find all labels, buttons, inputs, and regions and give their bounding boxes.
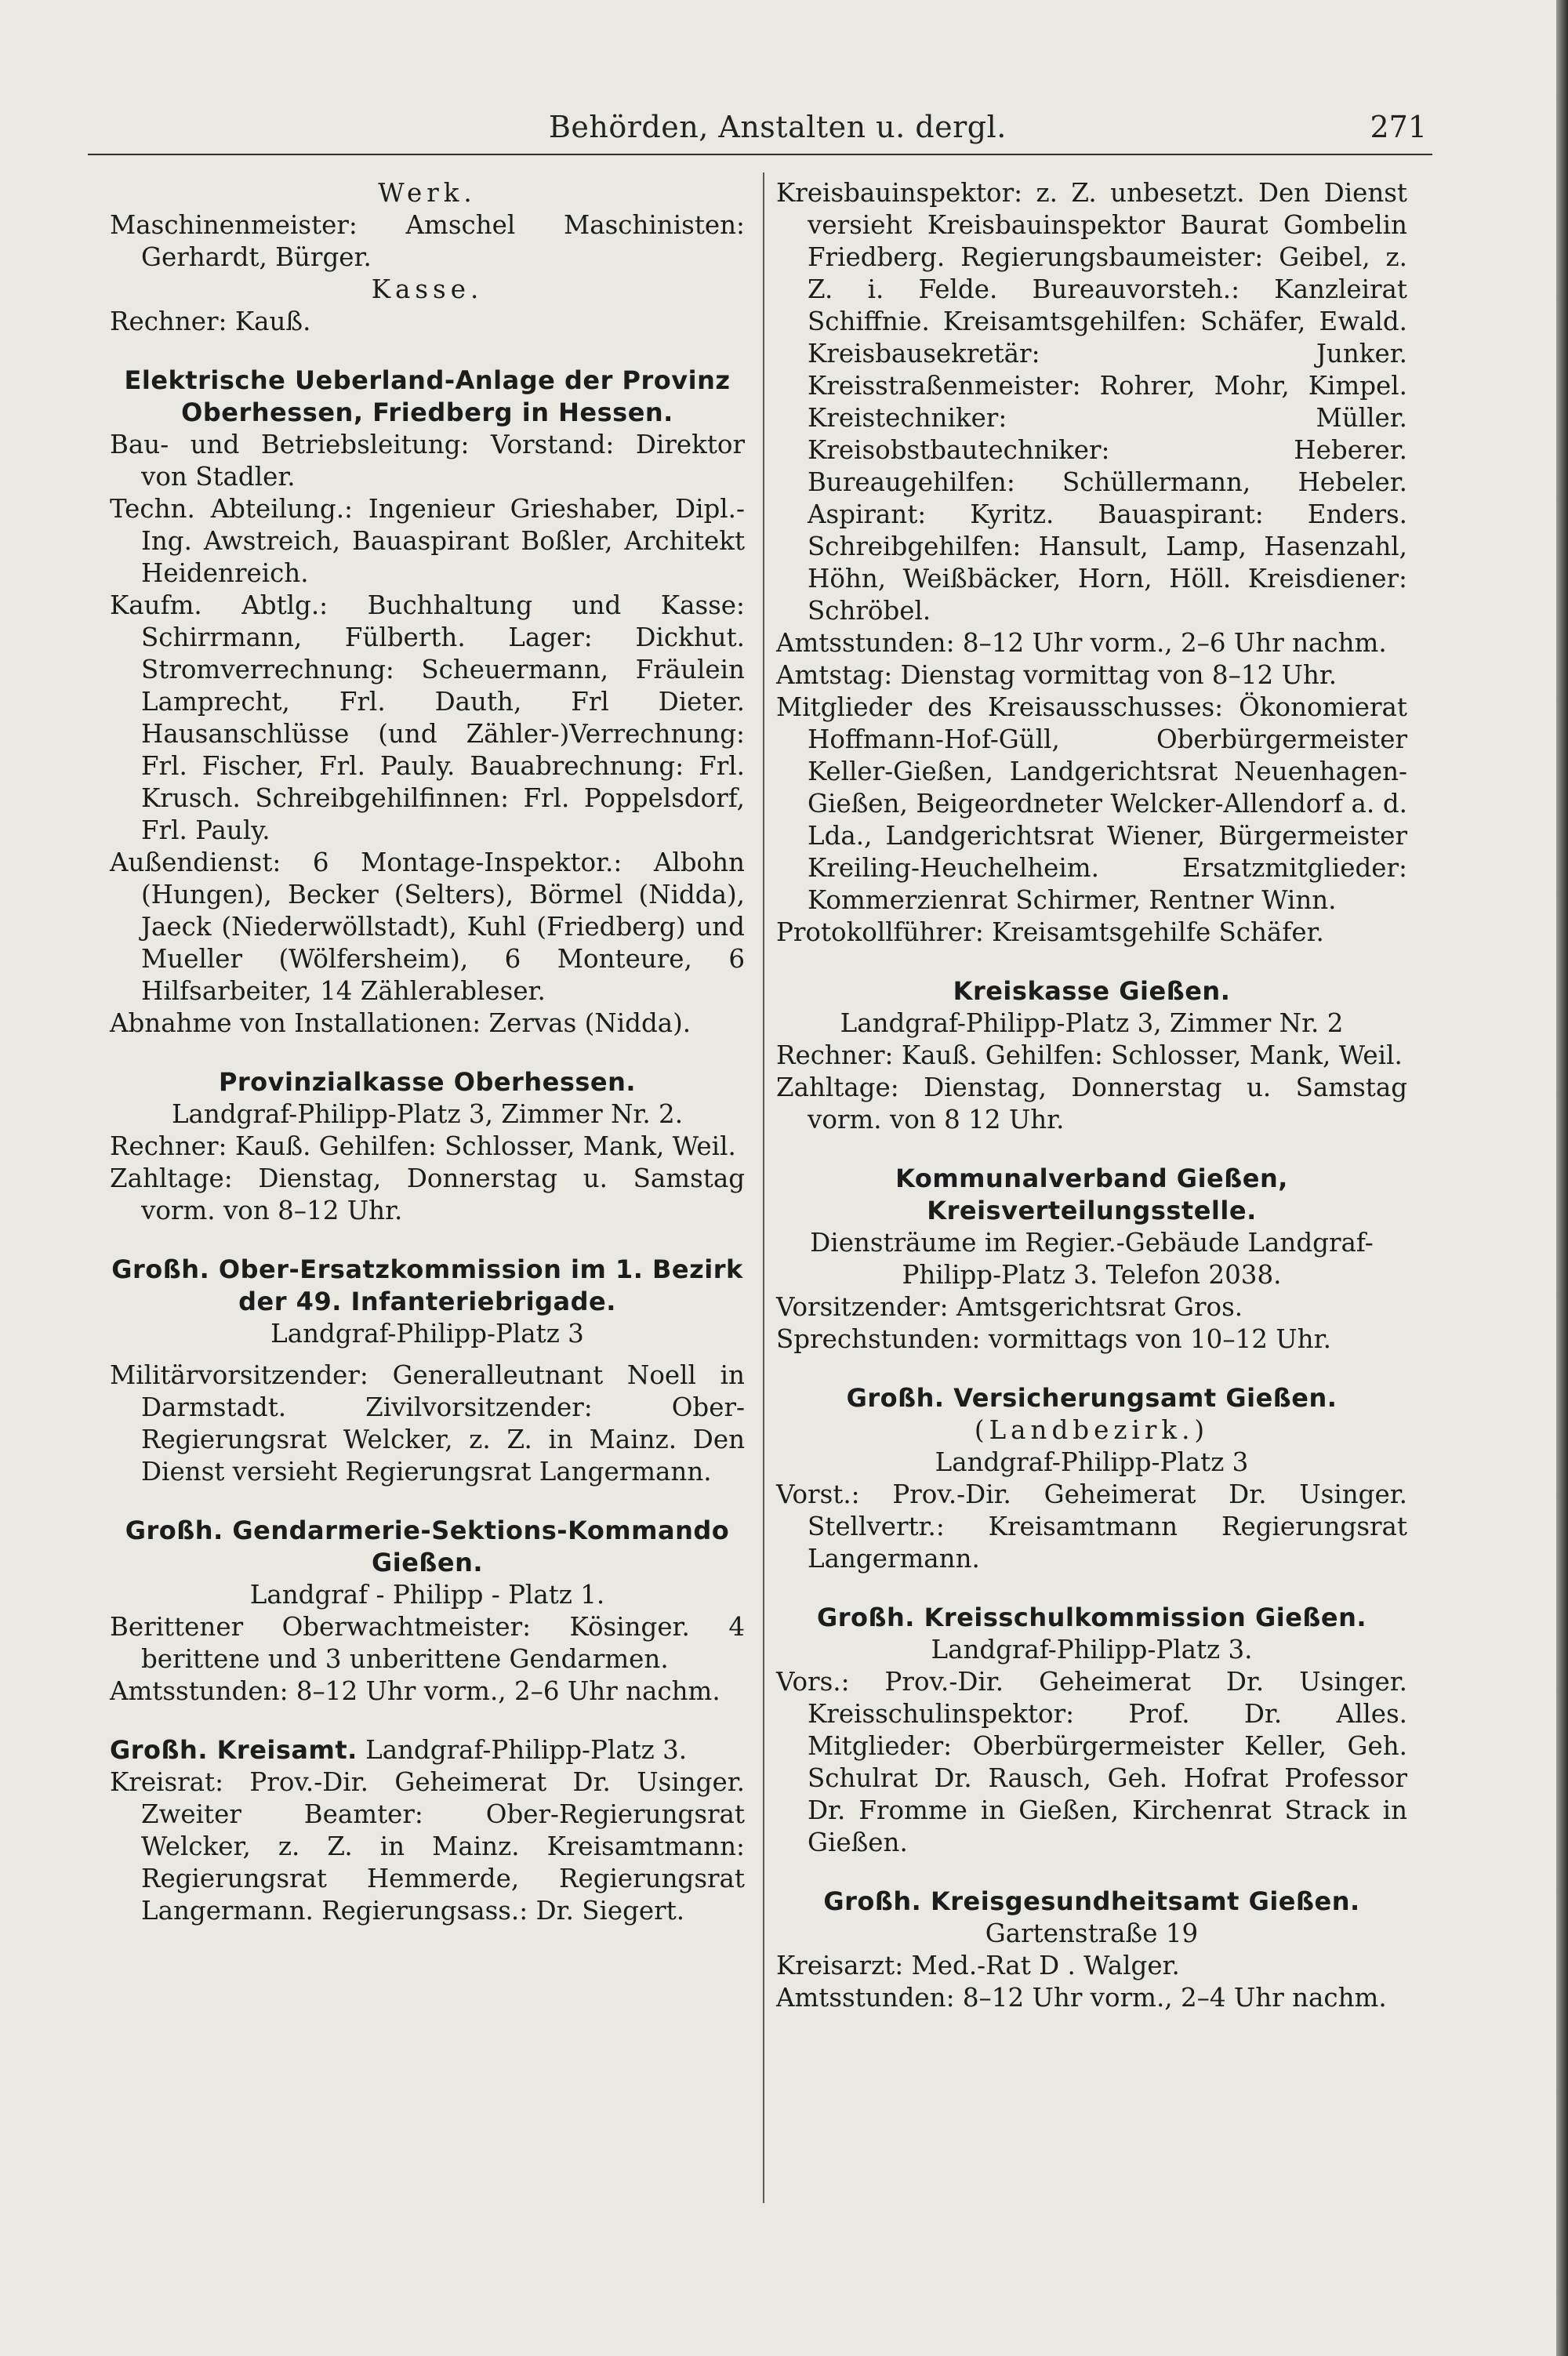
entry-paragraph: Rechner: Kauß. Gehilfen: Schlosser, Mank, Weil.	[776, 1040, 1403, 1070]
spacer	[776, 1136, 1407, 1163]
spacer	[110, 1040, 745, 1066]
entry-paragraph: Protokollführer: Kreisamtsgehilfe Schäfer.	[776, 917, 1324, 947]
entry-paragraph: Kreisbauinspektor: z. Z. unbesetzt. Den Dienst versieht Kreisbauinspektor Baurat Gombelin Friedberg. Regierungsbaumeister: Geibel, z. Z. i. Felde. Bureauvorsteh.: Kanzleirat Schiffnie. Kreisamtsgehilfen: Schäfer, Ewald. Kreisbausekretär: Junker. Kreisstraßenmeister: Rohrer, Mohr, Kimpel. Kreistechniker: Müller. Kreisobstbautechniker: Heberer. Bureaugehilfen: Schüllermann, Hebeler. Aspirant: Kyritz. Bauaspirant: Enders. Schreibgehilfen: Hansult, Lamp, Hasenzahl, Höhn, Weißbäcker, Horn, Höll. Kreisdiener: Schröbel.	[776, 178, 1407, 626]
entry-paragraph: Sprechstunden: vormittags von 10–12 Uhr.	[776, 1324, 1331, 1354]
entry-paragraph: Amtstag: Dienstag vormittag von 8–12 Uhr.	[776, 660, 1338, 690]
spacer	[776, 1859, 1407, 1886]
centered-line: Landgraf - Philipp - Platz 1.	[249, 1580, 605, 1610]
entry-paragraph: Außendienst: 6 Montage-Inspektor.: Albohn (Hungen), Becker (Selters), Börmel (Nidda), Jaeck (Niederwöllstadt), Kuhl (Friedberg) und Mueller (Wölfersheim), 6 Monteure, 6 Hilfsarbeiter, 14 Zählerableser.	[110, 848, 745, 1006]
entry-paragraph: Zahltage: Dienstag, Donnerstag u. Samstag vorm. von 8–12 Uhr.	[110, 1163, 745, 1225]
entry-paragraph: Rechner: Kauß. Gehilfen: Schlosser, Mank, Weil.	[110, 1131, 736, 1161]
header-rule	[88, 154, 1432, 155]
spacer	[776, 1356, 1407, 1382]
column-divider	[763, 172, 764, 2203]
spacer	[110, 1708, 745, 1734]
entry-paragraph: Maschinenmeister: Amschel Maschinisten: Gerhardt, Bürger.	[110, 210, 745, 272]
centered-line: Landgraf-Philipp-Platz 3, Zimmer Nr. 2	[840, 1008, 1344, 1038]
entry-paragraph: Abnahme von Installationen: Zervas (Nidda).	[110, 1008, 691, 1038]
entry-paragraph: Vors.: Prov.-Dir. Geheimerat Dr. Usinger. Kreisschulinspektor: Prof. Dr. Alles. Mitglieder: Oberbürgermeister Keller, Geh. Schulrat Dr. Rausch, Geh. Hofrat Professor Dr. Fromme in Gießen, Kirchenrat Strack in Gießen.	[776, 1667, 1407, 1857]
entry-paragraph: Vorsitzender: Amtsgerichtsrat Gros.	[776, 1292, 1243, 1322]
entry-paragraph: Kreisrat: Prov.-Dir. Geheimerat Dr. Usinger. Zweiter Beamter: Ober-Regierungsrat Welcker, z. Z. in Mainz. Kreisamtmann: Regierungsrat Hemmerde, Regierungsrat Langermann. Regierungsass.: Dr. Siegert.	[110, 1767, 745, 1926]
section-heading: Großh. Kreisgesundheitsamt Gießen.	[823, 1886, 1360, 1916]
section-heading: Großh. Kreisamt.	[110, 1735, 358, 1765]
page-number: 271	[1370, 110, 1427, 144]
entry-paragraph: Militärvorsitzender: Generalleutnant Noell in Darmstadt. Zivilvorsitzender: Ober-Regierungsrat Welcker, z. Z. in Mainz. Den Dienst versieht Regierungsrat Langermann.	[110, 1360, 745, 1487]
right-column	[776, 177, 1407, 2014]
centered-line: Gartenstraße 19	[985, 1919, 1199, 1948]
section-heading: Elektrische Ueberland-Anlage der Provinz Oberhessen, Friedberg in Hessen.	[124, 365, 731, 427]
centered-line: Landgraf-Philipp-Platz 3	[935, 1447, 1249, 1477]
entry-paragraph: Vorst.: Prov.-Dir. Geheimerat Dr. Usinger. Stellvertr.: Kreisamtmann Regierungsrat Langermann.	[776, 1479, 1407, 1574]
section-heading: Großh. Gendarmerie-Sektions-Kommando Gießen.	[125, 1516, 730, 1577]
spacer	[776, 949, 1407, 975]
section-heading: Großh. Versicherungsamt Gießen.	[846, 1383, 1338, 1413]
entry-paragraph: Berittener Oberwachtmeister: Kösinger. 4 berittene und 3 unberittene Gendarmen.	[110, 1612, 745, 1674]
centered-line: (Landbezirk.)	[974, 1415, 1210, 1445]
spacer	[110, 1350, 745, 1360]
entry-text: Landgraf-Philipp-Platz 3.	[357, 1735, 688, 1765]
centered-line: Landgraf-Philipp-Platz 3, Zimmer Nr. 2.	[171, 1099, 684, 1129]
entry-paragraph: Amtsstunden: 8–12 Uhr vorm., 2–4 Uhr nachm.	[776, 1983, 1387, 2013]
spacer	[110, 1488, 745, 1515]
centered-line: Kasse.	[371, 274, 484, 304]
section-heading: Kommunalverband Gießen, Kreisverteilungsstelle.	[895, 1163, 1288, 1225]
centered-line: Landgraf-Philipp-Platz 3	[270, 1319, 584, 1349]
entry-paragraph: Zahltage: Dienstag, Donnerstag u. Samstag vorm. von 8 12 Uhr.	[776, 1073, 1407, 1134]
section-heading: Großh. Kreisschulkommission Gießen.	[816, 1603, 1367, 1632]
entry-paragraph: Bau- und Betriebsleitung: Vorstand: Direktor von Stadler.	[110, 430, 745, 492]
entry-paragraph: Mitglieder des Kreisausschusses: Ökonomierat Hoffmann-Hof-Güll, Oberbürgermeister Keller-Gießen, Landgerichtsrat Neuenhagen-Gießen, Beigeordneter Welcker-Allendorf a. d. Lda., Landgerichtsrat Wiener, Bürgermeister Kreiling-Heuchelheim. Ersatzmitglieder: Kommerzienrat Schirmer, Rentner Winn.	[776, 692, 1407, 915]
centered-line: Werk.	[378, 178, 477, 208]
entry-paragraph	[110, 1734, 745, 1766]
spacer	[110, 338, 745, 365]
spacer	[110, 1227, 745, 1254]
section-heading: Kreiskasse Gießen.	[953, 976, 1231, 1006]
entry-paragraph: Amtsstunden: 8–12 Uhr vorm., 2–6 Uhr nachm.	[776, 628, 1387, 658]
section-heading: Großh. Ober-Ersatzkommission im 1. Bezirk der 49. Infanteriebrigade.	[111, 1254, 743, 1316]
section-heading: Provinzialkasse Oberhessen.	[218, 1067, 637, 1097]
running-header: Behörden, Anstalten u. dergl.	[549, 110, 1007, 144]
left-column	[110, 177, 745, 1927]
entry-paragraph: Kreisarzt: Med.-Rat D . Walger.	[776, 1951, 1180, 1980]
entry-paragraph: Kaufm. Abtlg.: Buchhaltung und Kasse: Schirrmann, Fülberth. Lager: Dickhut. Stromverrechnung: Scheuermann, Fräulein Lamprecht, Frl. Dauth, Frl Dieter. Hausanschlüsse (und Zähler-)Verrechnung: Frl. Fischer, Frl. Pauly. Bauabrechnung: Frl. Krusch. Schreibgehilfinnen: Frl. Poppelsdorf, Frl. Pauly.	[110, 590, 745, 845]
spacer	[776, 1575, 1407, 1602]
entry-paragraph: Rechner: Kauß.	[110, 307, 311, 336]
centered-line: Diensträume im Regier.-Gebäude Landgraf-Philipp-Platz 3. Telefon 2038.	[810, 1228, 1374, 1290]
page-edge-shadow	[1556, 0, 1568, 2356]
entry-paragraph: Techn. Abteilung.: Ingenieur Grieshaber, Dipl.-Ing. Awstreich, Bauaspirant Boßler, Architekt Heidenreich.	[110, 494, 745, 588]
centered-line: Landgraf-Philipp-Platz 3.	[931, 1635, 1253, 1664]
entry-paragraph: Amtsstunden: 8–12 Uhr vorm., 2–6 Uhr nachm.	[110, 1676, 720, 1706]
